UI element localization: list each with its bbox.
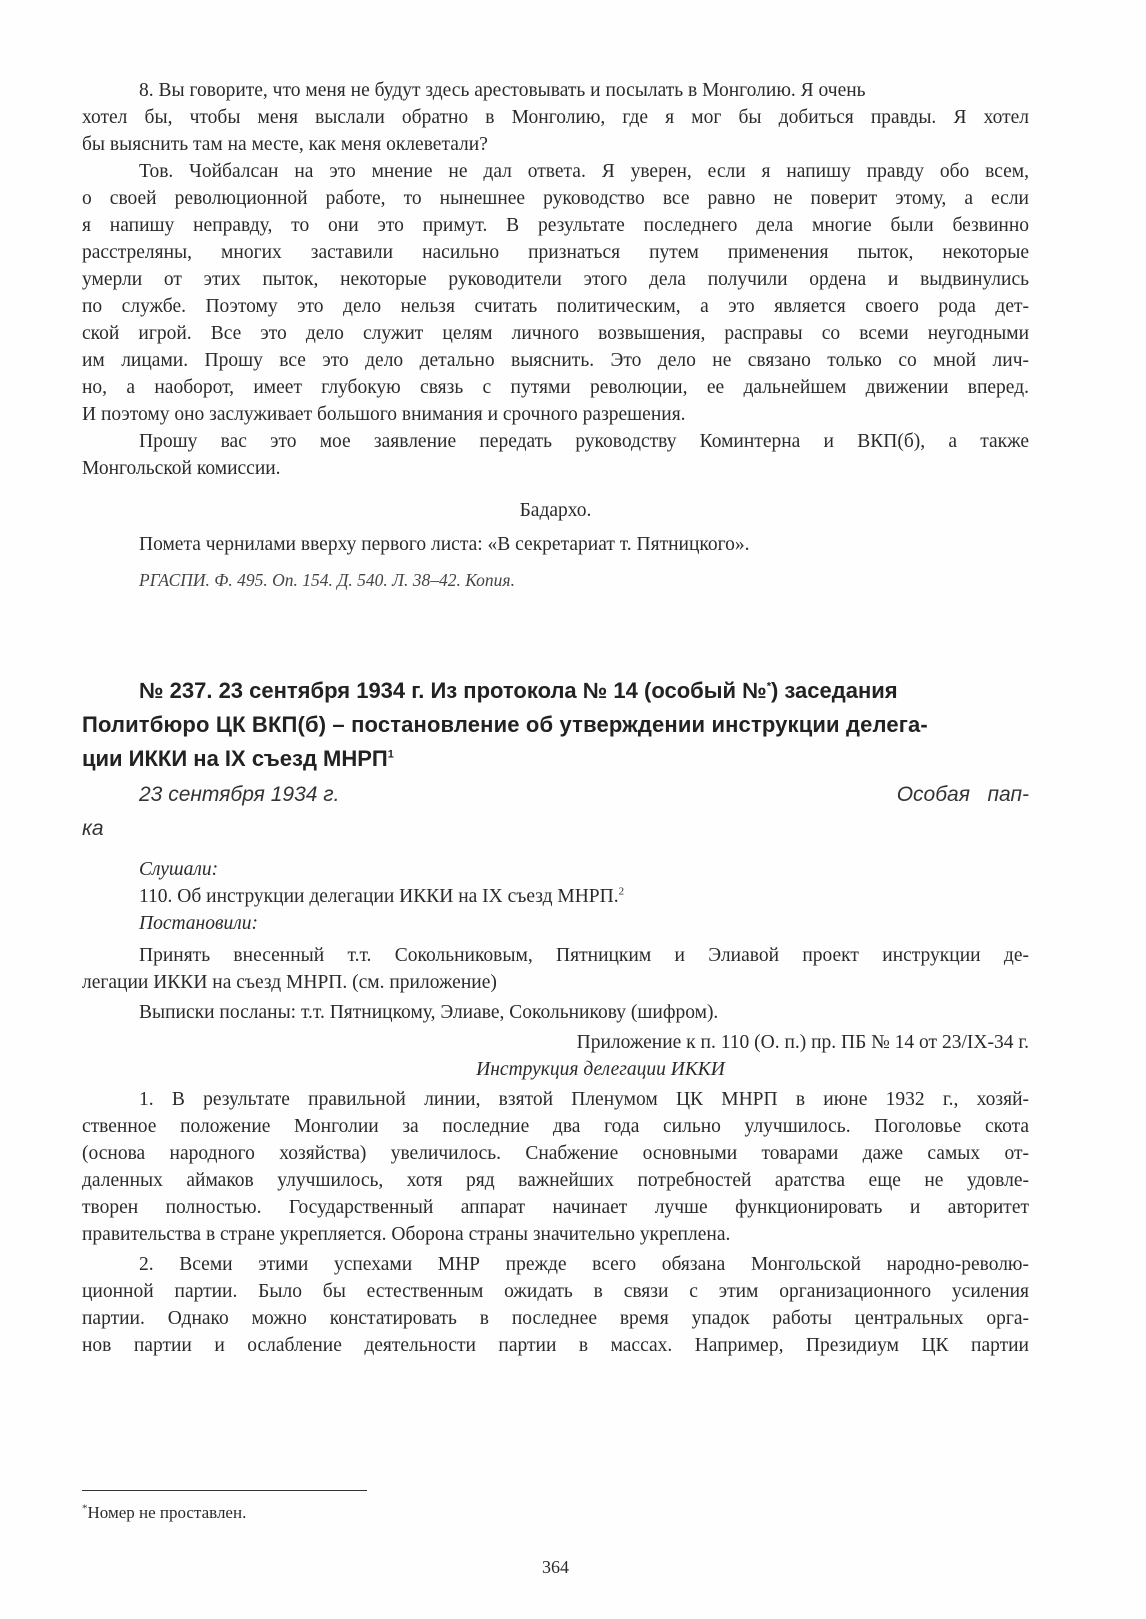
text-line: ционной партии. Было бы естественным ожидать в связи с этим организационного усиления — [82, 1281, 1029, 1302]
document-heading-line: Политбюро ЦК ВКП(б) – постановление об утверждении инструкции делега- — [82, 712, 928, 737]
instruction-title: Инструкция делегации ИККИ — [476, 1059, 725, 1080]
heard-label: Слушали: — [139, 859, 219, 880]
document-heading-line: ции ИККИ на IX съезд МНРП$^1$ — [82, 746, 394, 771]
text-line: умерли от этих пыток, некоторые руководители этого дела получили ордена и выдвинулись — [82, 269, 1029, 290]
extracts-sent: Выписки посланы: т.т. Пятницкому, Элиаве, Сокольникову (шифром). — [139, 1002, 719, 1023]
text-line: ственное положение Монголии за последние два года сильно улучшилось. Поголовье скота — [82, 1116, 1029, 1137]
page-number: 364 — [542, 1557, 569, 1577]
text-line: бы выяснить там на месте, как меня оклеветали? — [82, 134, 488, 155]
text-line: Принять внесенный т.т. Сокольниковым, Пятницким и Элиавой проект инструкции де- — [139, 945, 1029, 966]
text-line: им лицами. Прошу все это дело детально выяснить. Это дело не связано только со мной лич- — [82, 350, 1029, 371]
text-line: о своей революционной работе, то нынешнее руководство все равно не поверит этому, а если — [82, 188, 1029, 209]
text-line: нов партии и ослабление деятельности партии в массах. Например, Президиум ЦК партии — [82, 1335, 1029, 1356]
text-line: легации ИККИ на съезд МНРП. (см. приложение) — [82, 972, 497, 993]
text-line: Тов. Чойбалсан на это мнение не дал ответа. Я уверен, если я напишу правду обо всем, — [139, 161, 1029, 182]
resolved-label: Постановили: — [139, 913, 258, 934]
signature: Бадархо. — [519, 500, 592, 521]
archive-source: РГАСПИ. Ф. 495. Оп. 154. Д. 540. Л. 38–42. Копия. — [139, 570, 515, 590]
text-line: Монгольской комиссии. — [82, 458, 281, 479]
appendix-reference: Приложение к п. 110 (О. п.) пр. ПБ № 14 от 23/IX-34 г. — [576, 1032, 1029, 1053]
text-line: 8. Вы говорите, что меня не будут здесь арестовывать и посылать в Монголию. Я очень — [139, 80, 866, 101]
text-line: я напишу неправду, то они это примут. В результате последнего дела многие были безвинно — [82, 215, 1029, 236]
text-line: по службе. Поэтому это дело нельзя считать политическим, а это является своего рода дет- — [82, 296, 1029, 317]
footnote-divider — [82, 1490, 367, 1491]
agenda-item: 110. Об инструкции делегации ИККИ на IX съезд МНРП.$^2$ — [139, 885, 625, 907]
text-line: творен полностью. Государственный аппарат начинает лучше функционировать и авторитет — [82, 1197, 1029, 1218]
text-line: И поэтому оно заслуживает большого внимания и срочного разрешения. — [82, 404, 686, 425]
text-line: ской игрой. Все это дело служит целям личного возвышения, расправы со всеми неугодными — [82, 323, 1029, 344]
classification-stamp: Особая пап- — [896, 783, 1029, 806]
classification-stamp-continued: ка — [82, 817, 104, 840]
text-line: расстреляны, многих заставили насильно признаться путем применения пыток, некоторые — [82, 242, 1029, 263]
text-line: партии. Однако можно констатировать в последнее время упадок работы центральных орга- — [82, 1308, 1029, 1329]
document-date: 23 сентября 1934 г. — [139, 783, 340, 806]
document-heading-line: № 237. 23 сентября 1934 г. Из протокола № 14 (особый №*) заседания — [139, 678, 898, 703]
text-line: правительства в стране укрепляется. Оборона страны значительно укреплена. — [82, 1224, 731, 1245]
text-line: 1. В результате правильной линии, взятой Пленумом ЦК МНРП в июне 1932 г., хозяй- — [139, 1089, 1029, 1110]
footnote: *Номер не проставлен. — [82, 1502, 247, 1522]
footnote-ref: 2 — [618, 885, 625, 898]
text-line: но, а наоборот, имеет глубокую связь с путями революции, ее дальнейшем движении вперед. — [82, 377, 1029, 398]
text-line: даленных аймаков улучшилось, хотя ряд важнейших потребностей аратства еще не удовле- — [82, 1170, 1029, 1191]
archival-note: Помета чернилами вверху первого листа: «В секретариат т. Пятницкого». — [139, 534, 750, 555]
footnote-ref: 1 — [387, 748, 394, 761]
footnote-mark: * — [766, 680, 771, 693]
text-line: хотел бы, чтобы меня выслали обратно в Монголию, где я мог бы добиться правды. Я хотел — [82, 107, 1029, 128]
text-line: Прошу вас это мое заявление передать руководству Коминтерна и ВКП(б), а также — [139, 431, 1029, 452]
text-line: (основа народного хозяйства) увеличилось. Снабжение основными товарами даже самых от- — [82, 1143, 1029, 1164]
text-line: 2. Всеми этими успехами МНР прежде всего обязана Монгольской народно-револю- — [139, 1254, 1029, 1275]
footnote-mark: * — [82, 1502, 88, 1515]
